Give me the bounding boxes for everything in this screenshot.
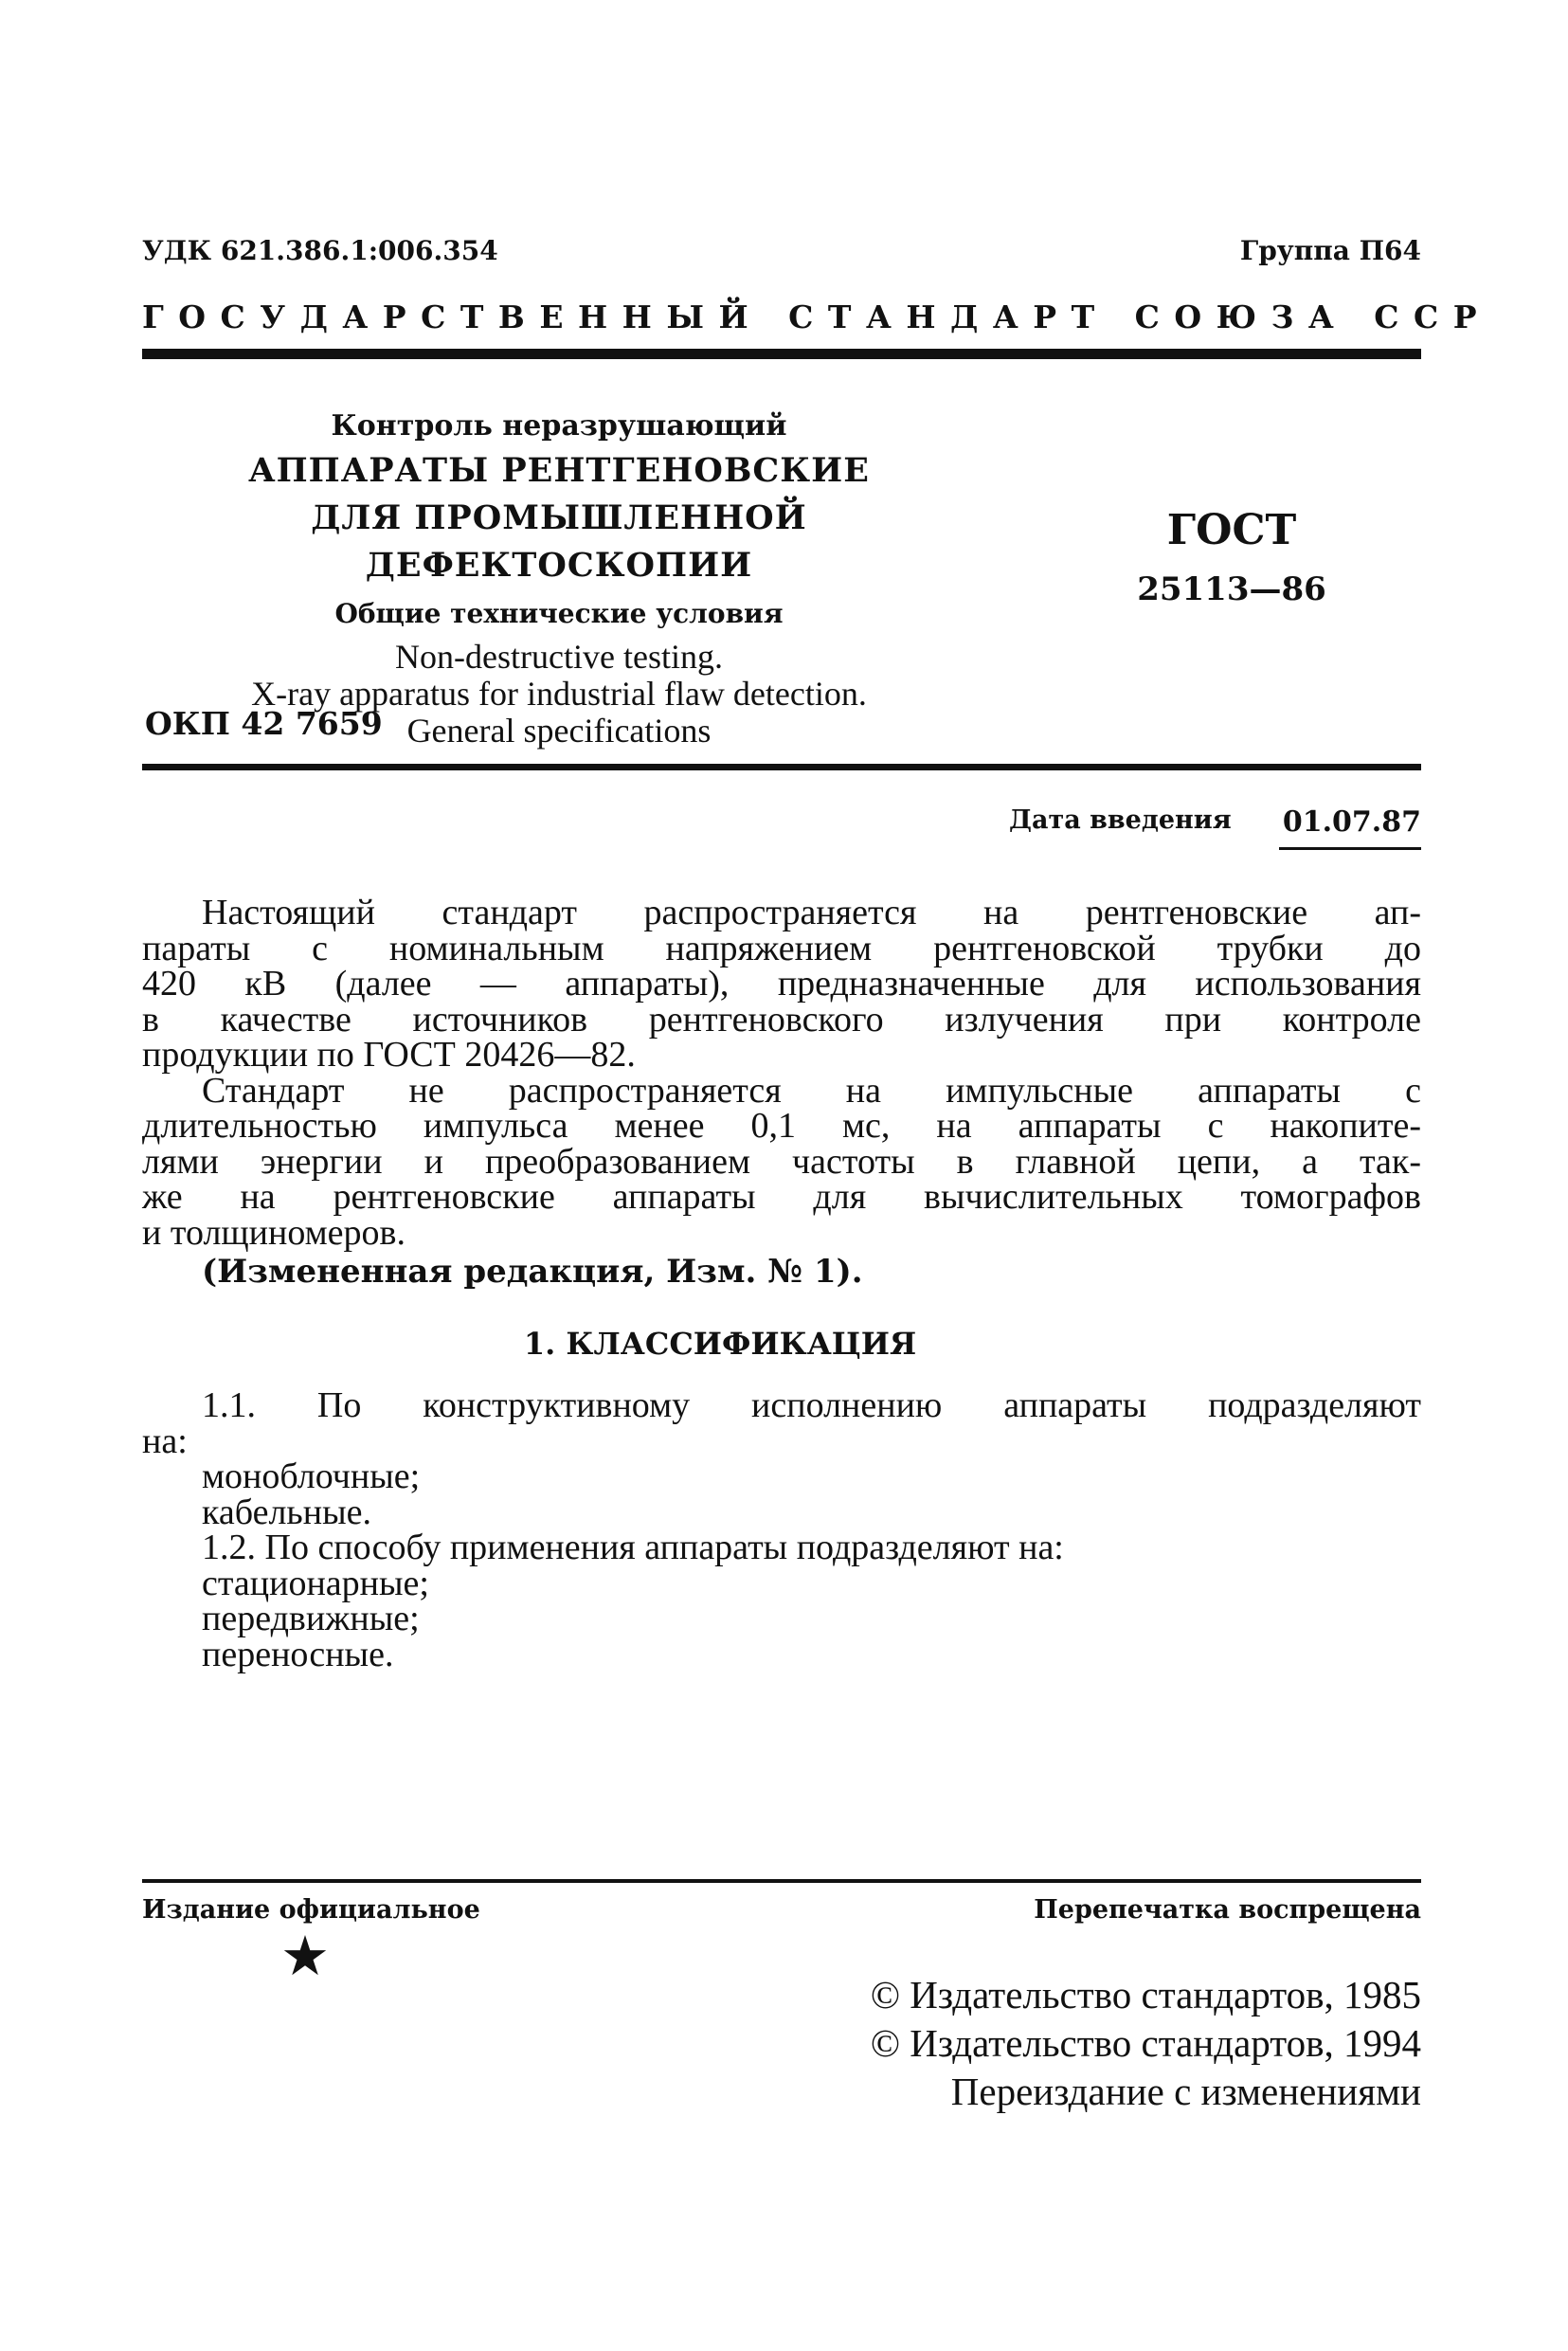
header-rule: [142, 349, 1421, 359]
text-line: Настоящий стандарт распространяется на рентгеновские ап-: [202, 893, 1421, 932]
okp-code: ОКП 42 7659: [145, 705, 383, 742]
title-rule: [142, 764, 1421, 770]
text-line: Стандарт не распространяется на импульсные аппараты с: [202, 1070, 1421, 1111]
text-line: и толщиномеров.: [142, 1212, 406, 1253]
title-subtitle: Контроль неразрушающий: [331, 409, 787, 443]
reissue-note: Переиздание с изменениями: [950, 2070, 1421, 2113]
section-title-classification: 1. КЛАССИФИКАЦИЯ: [523, 1325, 917, 1362]
star-icon: ★: [280, 1924, 330, 1988]
copyright-block: [871, 1971, 1421, 2116]
text-line: лями энергии и преобразованием частоты в главной цепи, а так-: [142, 1141, 1421, 1182]
text-line: 420 кВ (далее — аппараты), предназначенные для использования: [142, 964, 1421, 1004]
list-item: моноблочные;: [202, 1456, 421, 1496]
clause-1-1: [142, 1385, 1421, 1461]
intro-date-underline: [1279, 847, 1421, 850]
intro-date-label: Дата введения: [1009, 805, 1232, 835]
title-english-line3: General specifications: [406, 712, 712, 750]
title-english-line1: Non-destructive testing.: [395, 638, 723, 676]
list-item: передвижные;: [202, 1599, 420, 1638]
gost-word: ГОСТ: [1166, 506, 1297, 554]
list-item: переносные.: [202, 1634, 394, 1674]
title-main-line2: ДЛЯ ПРОМЫШЛЕННОЙ ДЕФЕКТОСКОПИИ: [311, 498, 807, 585]
text-line: параты с номинальным напряжением рентгеновской трубки до: [142, 928, 1421, 968]
reprint-prohibited-label: Перепечатка воспрещена: [1034, 1895, 1421, 1925]
clause-1-2: 1.2. По способу применения аппараты подразделяют на:: [202, 1528, 1064, 1567]
title-english-line2: X-ray apparatus for industrial flaw detection.: [251, 675, 867, 713]
text-line: продукции по ГОСТ 20426—82.: [142, 1035, 636, 1075]
text-line: длительностью импульса менее 0,1 мс, на аппараты с накопите-: [142, 1106, 1421, 1146]
edition-note: (Измененная редакция, Изм. № 1).: [202, 1253, 863, 1291]
official-edition-label: Издание официальное: [142, 1895, 480, 1925]
copyright-1985: © Издательство стандартов, 1985: [870, 1973, 1421, 2016]
copyright-1994: © Издательство стандартов, 1994: [870, 2021, 1421, 2065]
group-code: Группа П64: [1239, 235, 1421, 266]
title-block: [142, 406, 976, 750]
paragraph-scope: [142, 895, 1421, 1074]
gost-block: [1042, 497, 1421, 616]
text-line: в качестве источников рентгеновского излучения при контроле: [142, 999, 1421, 1040]
text-line: на:: [142, 1420, 188, 1461]
text-line: 1.1. По конструктивному исполнению аппараты подразделяют: [202, 1385, 1421, 1425]
document-body: [142, 895, 1421, 1673]
udk-code: УДК 621.386.1:006.354: [142, 235, 498, 266]
title-main-line1: АППАРАТЫ РЕНТГЕНОВСКИЕ: [248, 451, 870, 490]
list-item: стационарные;: [202, 1563, 429, 1603]
paragraph-exclusions: [142, 1070, 1421, 1253]
text-line: же на рентгеновские аппараты для вычислительных томографов: [142, 1177, 1421, 1217]
state-standard-heading: ГОСУДАРСТВЕННЫЙ СТАНДАРТ СОЮЗА ССР: [142, 298, 1492, 335]
gost-number: 25113—86: [1137, 570, 1326, 608]
list-item: кабельные.: [202, 1492, 371, 1532]
intro-date-value: 01.07.87: [1282, 805, 1421, 839]
footer-rule: [142, 1879, 1421, 1883]
title-conditions: Общие технические условия: [334, 598, 784, 629]
